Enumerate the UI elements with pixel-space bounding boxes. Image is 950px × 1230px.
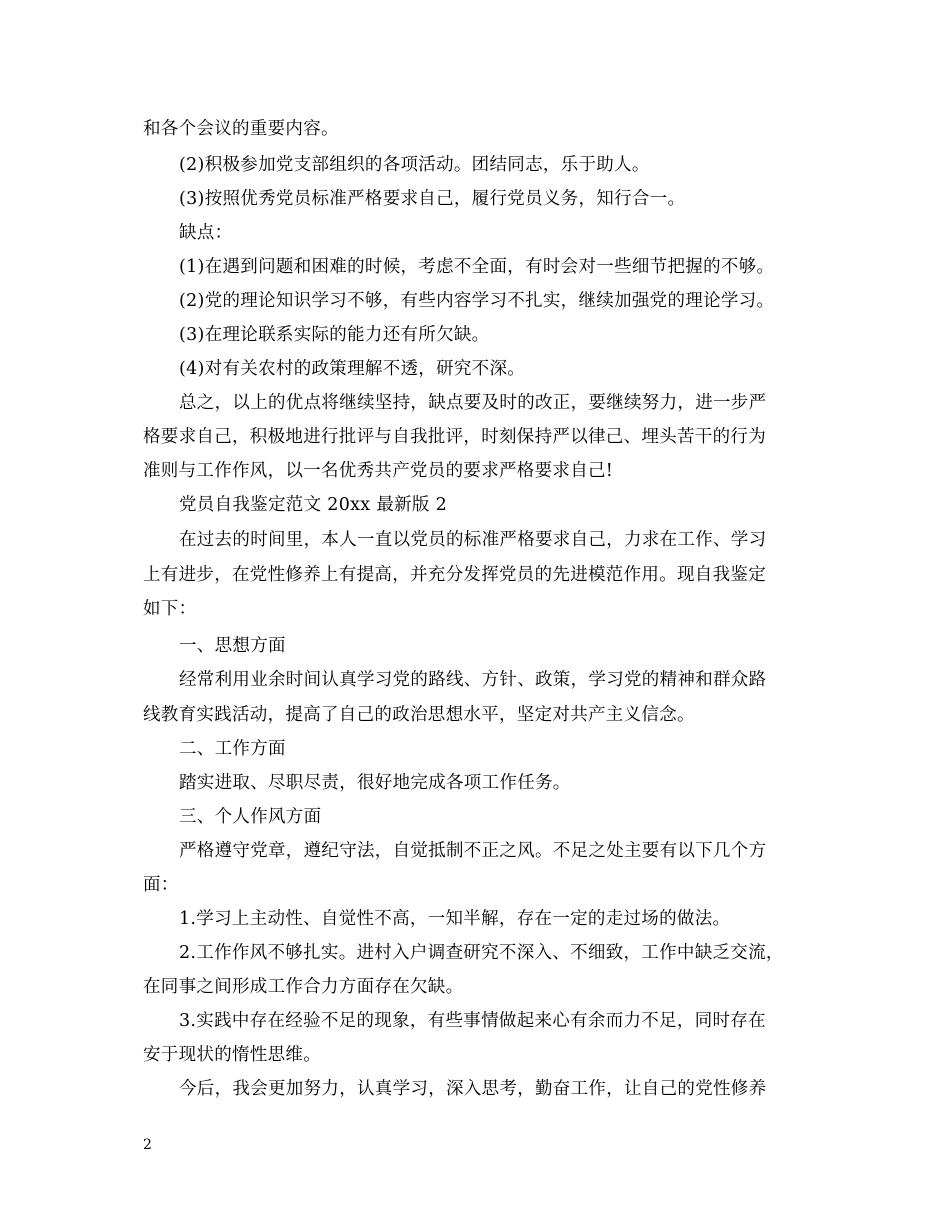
subheading: 三、个人作风方面 — [179, 807, 322, 827]
text-line: (2)积极参加党支部组织的各项活动。团结同志，乐于助人。 — [179, 155, 650, 175]
text-line: 安于现状的惰性思维。 — [143, 1045, 321, 1065]
text-line: 经常利用业余时间认真学习党的路线、方针、政策，学习党的精神和群众路 — [179, 670, 767, 690]
text-line: 今后，我会更加努力，认真学习，深入思考，勤奋工作，让自己的党性修养 — [179, 1079, 767, 1099]
subheading: 一、思想方面 — [179, 636, 286, 656]
text-line: (2)党的理论知识学习不够，有些内容学习不扎实，继续加强党的理论学习。 — [179, 291, 775, 311]
text-line: 在过去的时间里，本人一直以党员的标准严格要求自己，力求在工作、学习 — [179, 530, 767, 550]
text-line: 在同事之间形成工作合力方面存在欠缺。 — [143, 977, 464, 997]
text-line: 3.实践中存在经验不足的现象，有些事情做起来心有余而力不足，同时存在 — [179, 1011, 766, 1031]
text-line: (4)对有关农村的政策理解不透，研究不深。 — [179, 359, 526, 379]
text-line: 如下： — [143, 599, 197, 619]
text-line: 踏实进取、尽职尽责，很好地完成各项工作任务。 — [179, 773, 571, 793]
text-line: 上有进步，在党性修养上有提高，并充分发挥党员的先进模范作用。现自我鉴定 — [143, 565, 766, 585]
text-line: 缺点： — [179, 223, 233, 243]
text-line: 和各个会议的重要内容。 — [143, 119, 339, 139]
text-line: 准则与工作作风，以一名优秀共产党员的要求严格要求自己! — [143, 461, 614, 481]
text-line: 总之，以上的优点将继续坚持，缺点要及时的改正，要继续努力，进一步严 — [179, 393, 767, 413]
text-line: 严格遵守党章，遵纪守法，自觉抵制不正之风。不足之处主要有以下几个方 — [179, 841, 767, 861]
subheading: 二、工作方面 — [179, 739, 286, 759]
text-line: 线教育实践活动，提高了自己的政治思想水平，坚定对共产主义信念。 — [143, 705, 695, 725]
text-line: (3)按照优秀党员标准严格要求自己，履行党员义务，知行合一。 — [179, 189, 686, 209]
text-line: 格要求自己，积极地进行批评与自我批评，时刻保持严以律己、埋头苦干的行为 — [143, 427, 766, 447]
text-line: (1)在遇到问题和困难的时候，考虑不全面，有时会对一些细节把握的不够。 — [179, 257, 775, 277]
text-line: (3)在理论联系实际的能力还有所欠缺。 — [179, 325, 490, 345]
section-heading: 党员自我鉴定范文 20xx 最新版 2 — [179, 495, 448, 515]
text-line: 面： — [143, 875, 179, 895]
text-line: 1.学习上主动性、自觉性不高，一知半解，存在一定的走过场的做法。 — [179, 909, 731, 929]
page-number: 2 — [143, 1137, 152, 1153]
text-line: 2.工作作风不够扎实。进村入户调查研究不深入、不细致，工作中缺乏交流， — [179, 943, 784, 963]
